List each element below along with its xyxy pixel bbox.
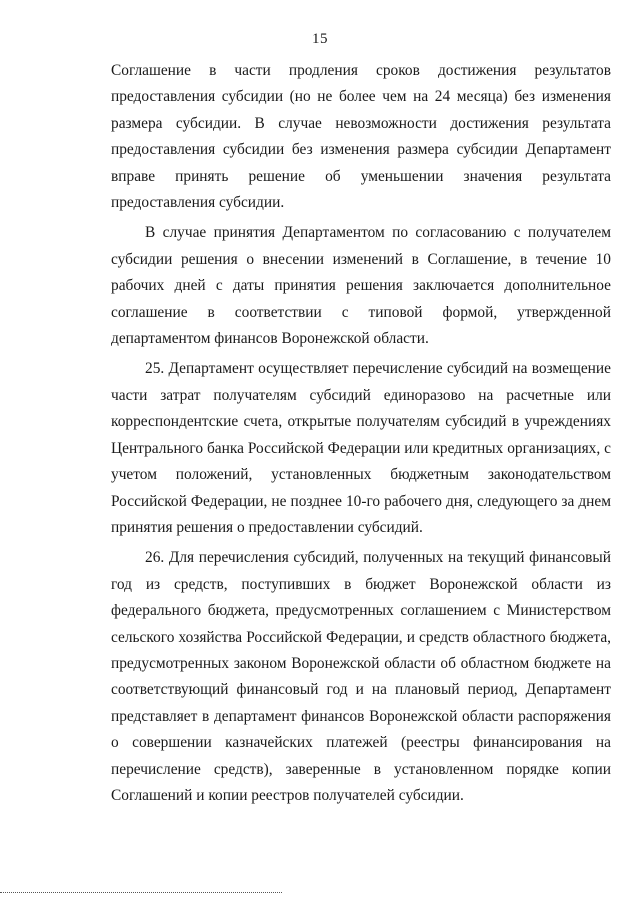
paragraph-clause-26: 26. Для перечисления субсидий, полученных на текущий финансовый год из средств, поступивших в бюджет Воронежской области из федерального бюджета, предусмотренных соглашением с Министерством сельского хозяйства Российской Федерации, и средств областного бюджета, предусмотренных законом Воронежской области об областном бюджете на соответствующий финансовый год и на плановый период, Департамент представляет в департамент финансов Воронежской области распоряжения о совершении казначейских платежей (реестры финансирования на перечисление средств), заверенные в установленном порядке копии Соглашений и копии реестров получателей субсидии. [111,549,611,804]
paragraph-agreement-changes: В случае принятия Департаментом по согласованию с получателем субсидии решения о внесении изменений в Соглашение, в течение 10 рабочих дней с даты принятия решения заключается дополнительное соглашение в соответствии с типовой формой, утвержденной департаментом финансов Воронежской области. [111,224,611,348]
page-number: 15 [312,31,328,47]
paragraph-continuation: Соглашение в части продления сроков достижения результатов предоставления субсидии (но не более чем на 24 месяца) без изменения размера субсидии. В случае невозможности достижения результата предоставления субсидии без изменения размера субсидии Департамент вправе принять решение об уменьшении значения результата предоставления субсидии. [111,62,611,212]
paragraph-clause-25: 25. Департамент осуществляет перечисление субсидий на возмещение части затрат получателям субсидий единоразово на расчетные или корреспондентские счета, открытые получателям субсидий в учреждениях Центрального банка Российской Федерации или кредитных организациях, с учетом положений, установленных бюджетным законодательством Российской Федерации, не позднее 10-го рабочего дня, следующего за днем принятия решения о предоставлении субсидий. [111,360,611,536]
footer-divider [0,892,282,893]
document-body [111,58,611,813]
